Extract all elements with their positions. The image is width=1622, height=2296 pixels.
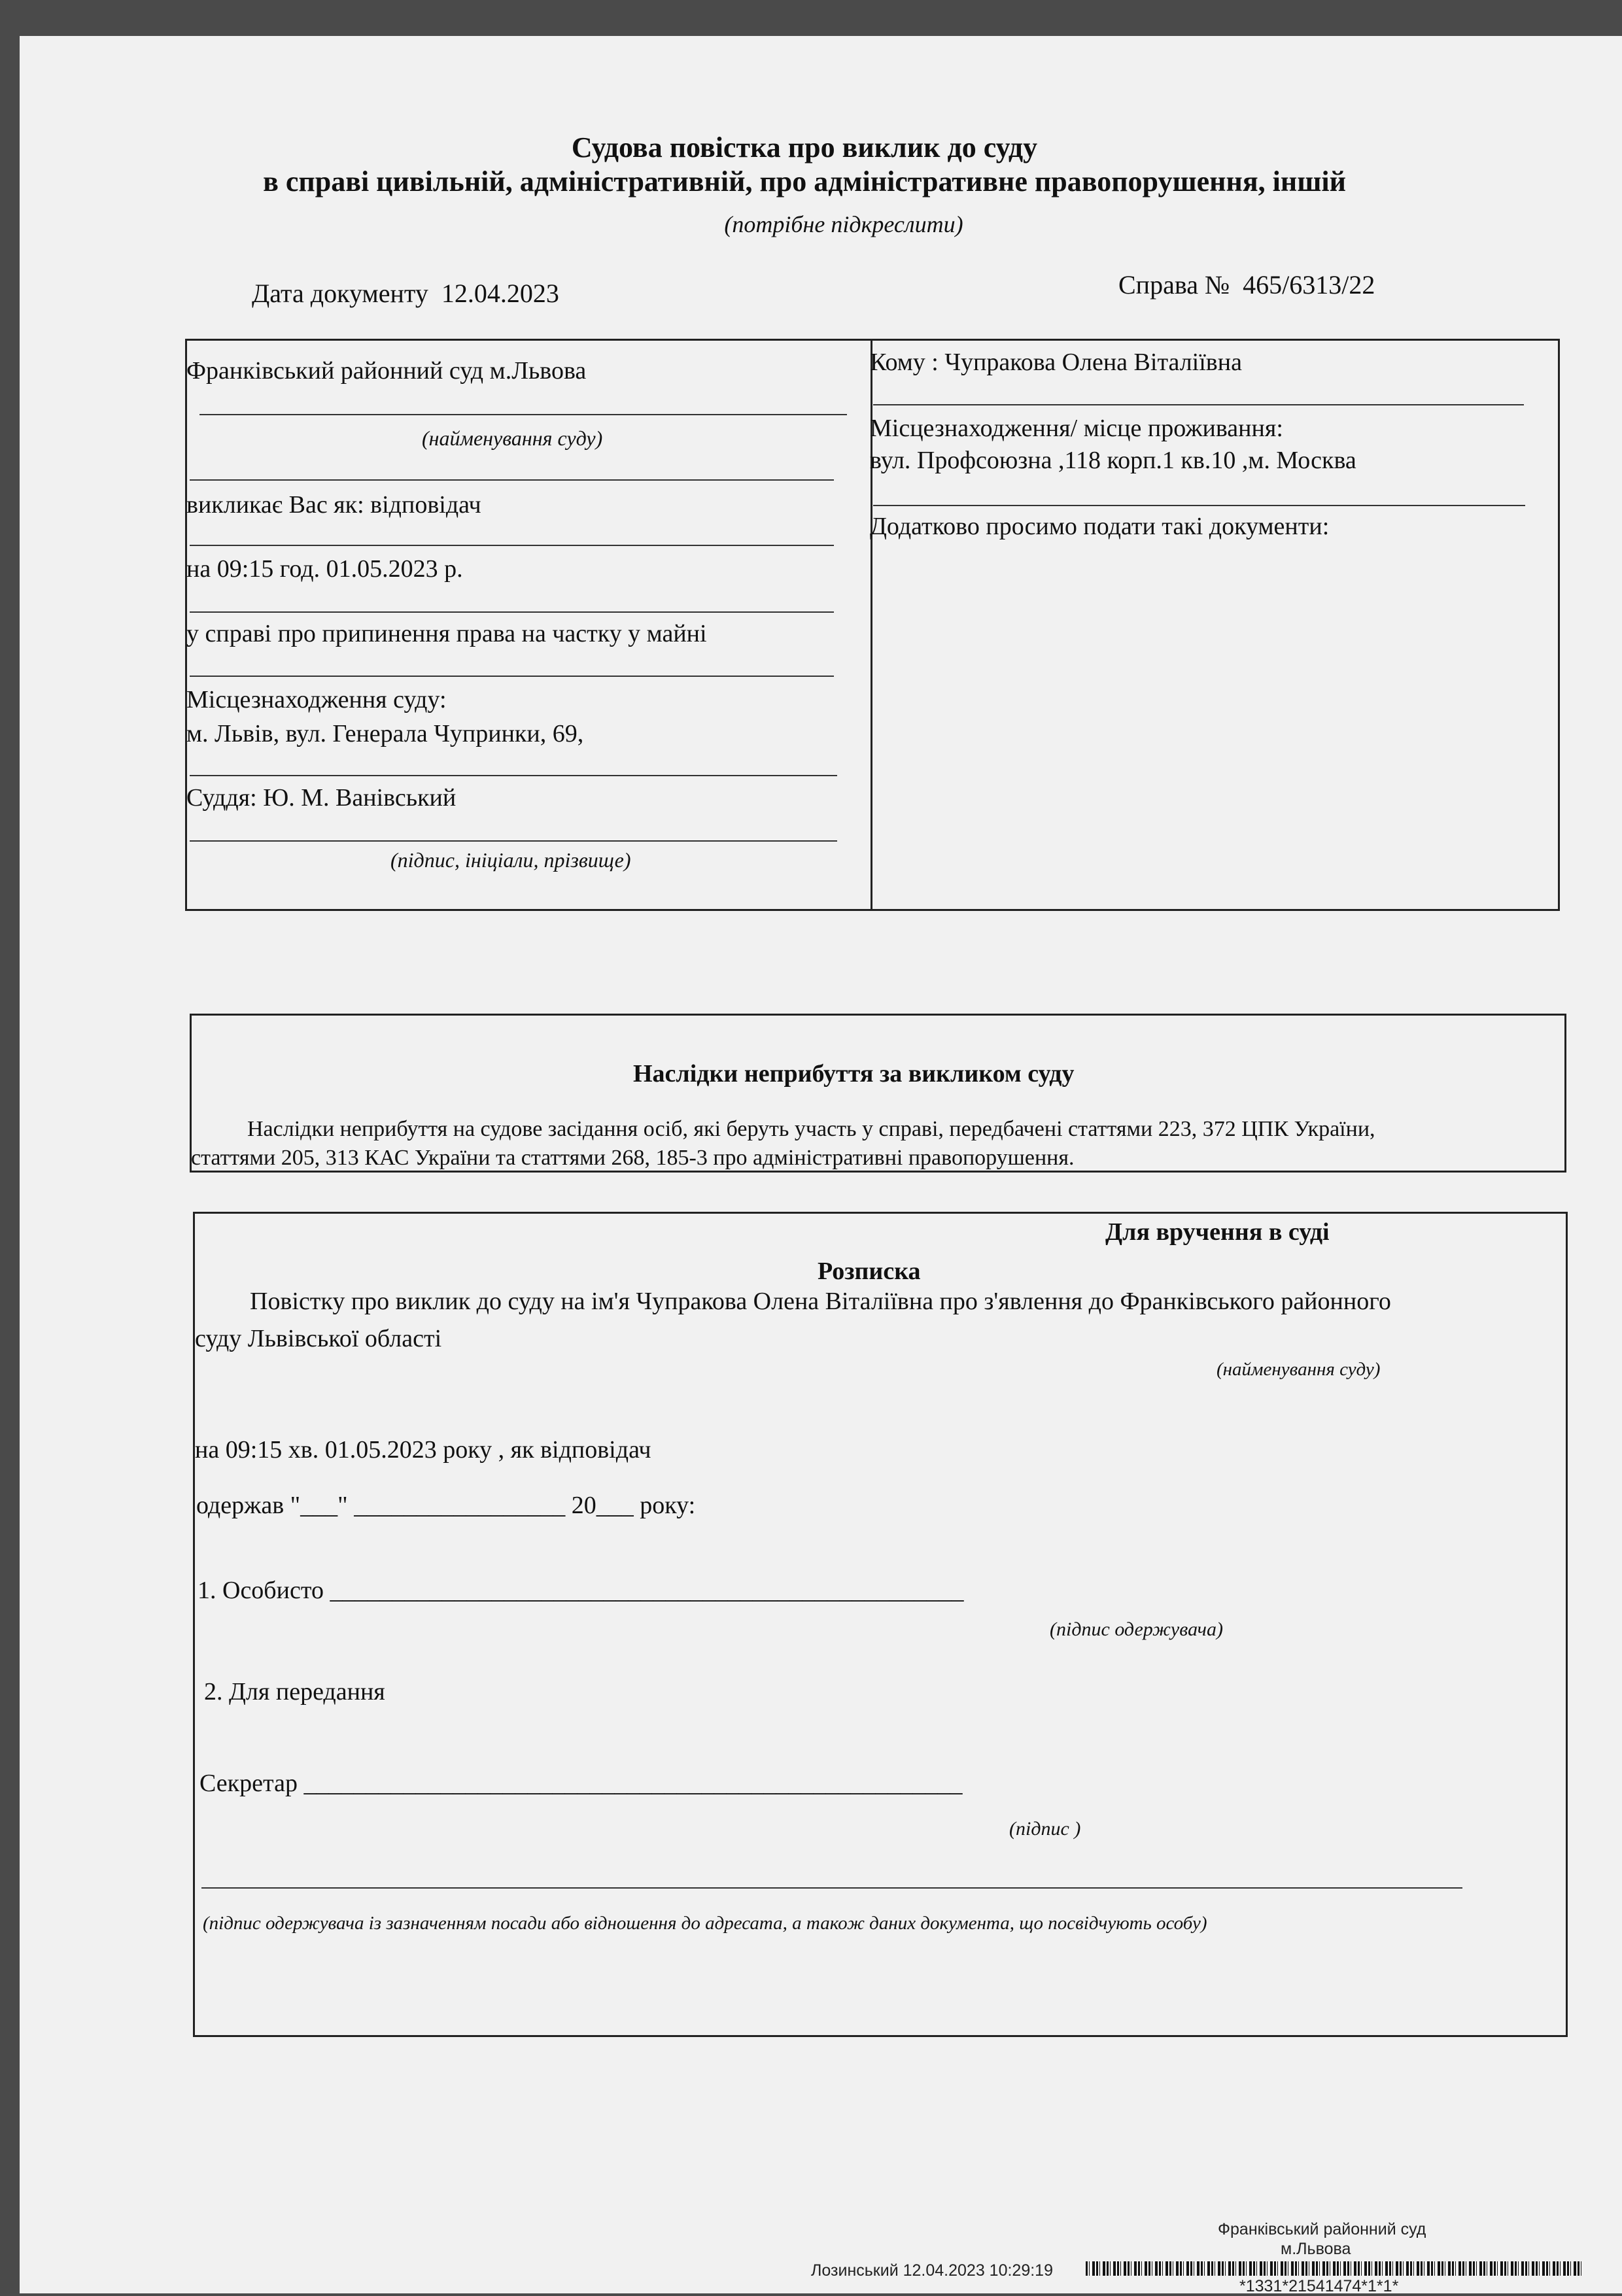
secretary-caption: (підпис ) [1009, 1818, 1081, 1840]
footer-court-city: м.Львова [1281, 2240, 1351, 2258]
separator-line [190, 479, 834, 481]
consequences-text-1: Наслідки неприбуття на судове засідання осіб, які беруть участь у справі, передбачені статтями 223, 372 ЦПК України, [247, 1117, 1375, 1141]
court-name-line [199, 414, 847, 415]
judge-name: Суддя: Ю. М. Ванівський [186, 784, 457, 812]
court-location-value: м. Львів, вул. Генерала Чупринки, 69, [186, 720, 584, 747]
receipt-hearing-time: на 09:15 хв. 01.05.2023 року , як відповідач [195, 1436, 651, 1464]
hearing-time: на 09:15 год. 01.05.2023 р. [186, 555, 463, 583]
consequences-title: Наслідки неприбуття за викликом суду [633, 1060, 1075, 1088]
judge-signature-line [190, 840, 837, 842]
case-subject: у справі про припинення права на частку у майні [186, 620, 707, 647]
court-location-label: Місцезнаходження суду: [186, 686, 447, 713]
date-value: 12.04.2023 [441, 279, 559, 308]
operator-stamp: Лозинський 12.04.2023 10:29:19 [811, 2261, 1053, 2280]
separator-line [190, 775, 837, 776]
document-date [252, 278, 559, 309]
additional-documents: Додатково просимо подати такі документи: [870, 513, 1330, 540]
date-label: Дата документу [252, 279, 428, 308]
receipt-court-caption: (найменування суду) [1216, 1359, 1381, 1380]
receipt-text-1: Повістку про виклик до суду на ім'я Чупракова Олена Віталіївна про з'явлення до Франківського районного [250, 1288, 1391, 1315]
barcode-text: *1331*21541474*1*1* [1239, 2277, 1399, 2295]
receipt-text-2: суду Львівської області [195, 1325, 442, 1352]
case-number [1118, 269, 1375, 300]
personally-signature-line: 1. Особисто ___________________________________________________ [198, 1577, 964, 1604]
court-name-caption: (найменування суду) [422, 426, 603, 450]
document-subtitle: в справі цивільній, адміністративній, про адміністративне правопорушення, іншій [263, 165, 1346, 197]
case-number-value: 465/6313/22 [1243, 270, 1375, 300]
recipient-signature-caption: (підпис одержувача із зазначенням посади або відношення до адресата, а також даних документа, що посвідчують особу) [203, 1913, 1207, 1934]
judge-caption: (підпис, ініціали, прізвище) [390, 848, 631, 872]
separator-line [190, 676, 834, 677]
title-note: (потрібне підкреслити) [724, 211, 963, 237]
footer-court-name: Франківський районний суд [1218, 2220, 1426, 2238]
residence-label: Місцезнаходження/ місце проживання: [870, 415, 1283, 442]
court-name: Франківський районний суд м.Львова [186, 357, 587, 385]
separator-line [873, 505, 1525, 506]
separator-line [190, 545, 834, 546]
barcode [1086, 2261, 1583, 2276]
for-court-delivery: Для вручення в суді [1105, 1218, 1330, 1246]
case-label: Справа № [1118, 270, 1230, 300]
received-date-line: одержав "___" _________________ 20___ року: [196, 1492, 696, 1519]
document-title: Судова повістка про виклик до суду [571, 131, 1038, 163]
personally-caption: (підпис одержувача) [1050, 1619, 1223, 1640]
separator-line [873, 404, 1524, 405]
summons-role: викликає Вас як: відповідач [186, 491, 481, 519]
recipient-name: Кому : Чупракова Олена Віталіївна [870, 349, 1242, 376]
receipt-title: Розписка [818, 1258, 921, 1285]
secretary-signature-line: Секретар _____________________________________________________ [199, 1770, 963, 1797]
consequences-text-2: статтями 205, 313 КАС України та статтями 268, 185-3 про адміністративні правопорушення. [191, 1146, 1075, 1170]
residence-value: вул. Профсоюзна ,118 корп.1 кв.10 ,м. Москва [870, 447, 1356, 474]
separator-line [190, 611, 834, 613]
for-transfer: 2. Для передання [204, 1678, 385, 1705]
recipient-signature-line [201, 1887, 1462, 1889]
